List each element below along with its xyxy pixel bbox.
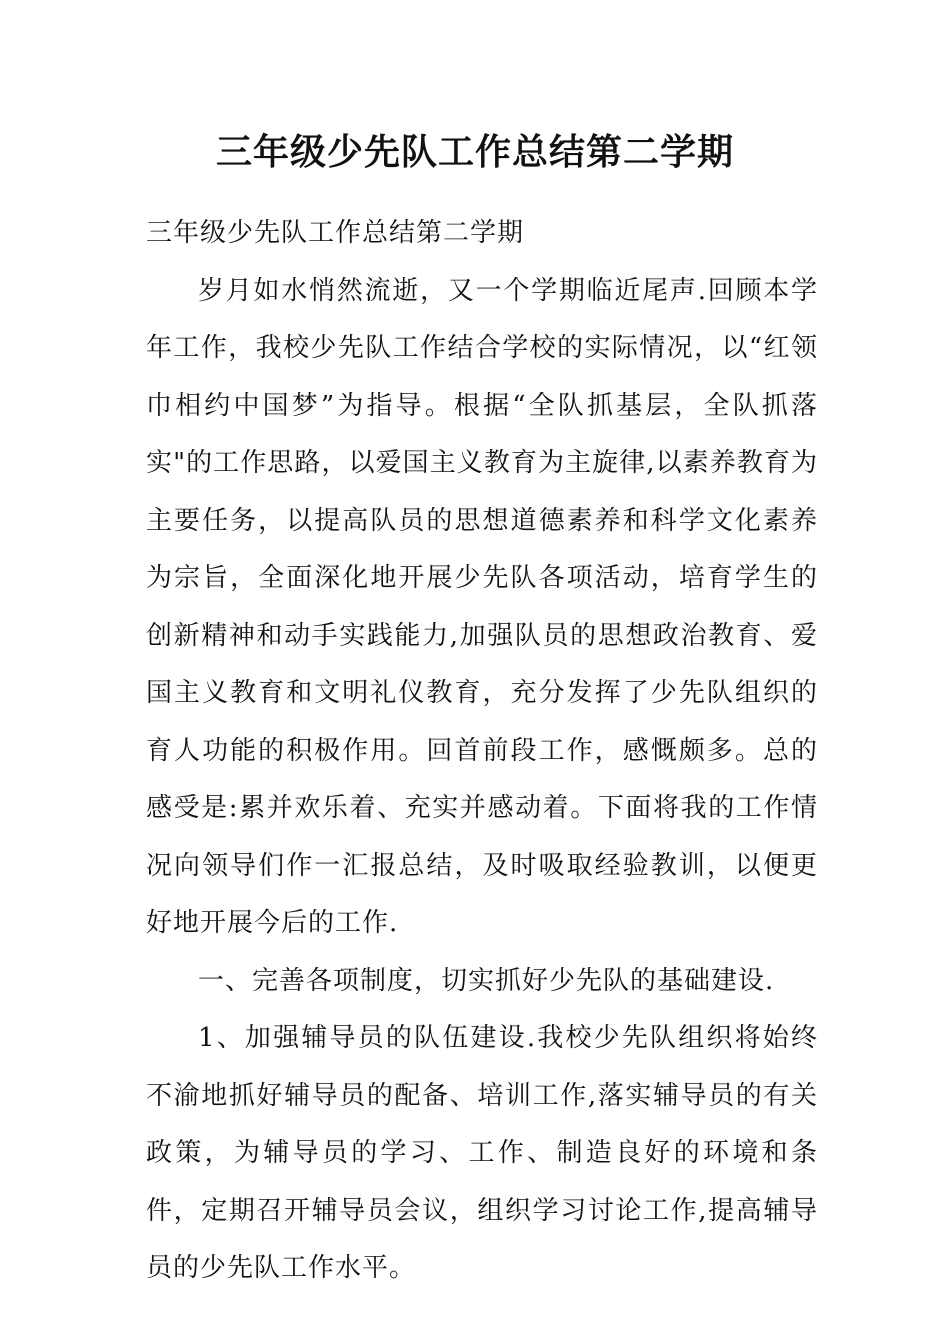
document-subtitle: 三年级少先队工作总结第二学期 <box>146 218 525 248</box>
paragraph-intro: 岁月如水悄然流逝，又一个学期临近尾声.回顾本学年工作，我校少先队工作结合学校的实际情况，以“红领巾相约中国梦”为指导。根据“全队抓基层，全队抓落实"的工作思路，以爱国主义教育为主旋律,以素养教育为主要任务，以提高队员的思想道德素养和科学文化素养为宗旨，全面深化地开展少先队各项活动，培育学生的创新精神和动手实践能力,加强队员的思想政治教育、爱国主义教育和文明礼仪教育，充分发挥了少先队组织的育人功能的积极作用。回首前段工作，感慨颇多。总的感受是:累并欢乐着、充实并感动着。下面将我的工作情况向领导们作一汇报总结，及时吸取经验教训，以便更好地开展今后的工作. <box>146 275 818 938</box>
section-heading-1: 一、完善各项制度，切实抓好少先队的基础建设. <box>198 965 775 996</box>
document-title: 三年级少先队工作总结第二学期 <box>215 131 734 173</box>
document-body <box>146 205 818 1298</box>
paragraph-item-1: 1、加强辅导员的队伍建设.我校少先队组织将始终不渝地抓好辅导员的配备、培训工作,落实辅导员的有关政策，为辅导员的学习、工作、制造良好的环境和条件，定期召开辅导员会议，组织学习讨论工作,提高辅导员的少先队工作水平。 <box>146 1023 818 1283</box>
